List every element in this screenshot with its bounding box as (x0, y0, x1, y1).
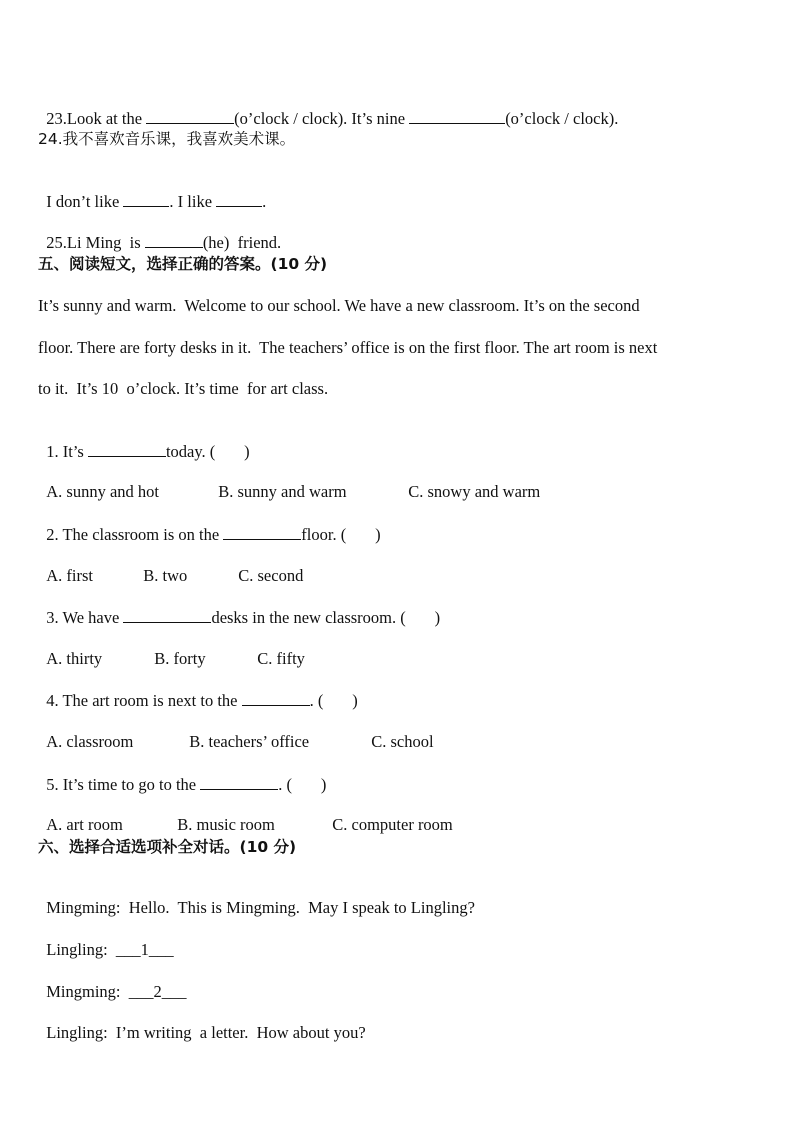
option-b[interactable]: B. teachers’ office (189, 732, 310, 751)
option-c[interactable]: C. fifty (257, 649, 305, 668)
reading-question-3 (38, 587, 440, 628)
dialog-text (108, 940, 116, 959)
option-a[interactable]: A. first (46, 566, 93, 585)
reading-options-1 (38, 462, 540, 502)
reading-options-2 (38, 546, 303, 586)
option-a[interactable]: A. sunny and hot (46, 482, 159, 501)
option-a[interactable]: A. art room (46, 815, 123, 834)
answer-blank[interactable] (200, 774, 278, 790)
answer-blank[interactable] (123, 607, 211, 623)
dialog-blank-1[interactable]: ___1___ (115, 940, 174, 959)
option-c[interactable]: C. second (238, 566, 304, 585)
answer-blank[interactable] (146, 108, 234, 124)
option-b[interactable]: B. sunny and warm (218, 482, 347, 501)
dialog-speaker: Mingming: (46, 898, 121, 917)
q23-text-a: Look at the (66, 109, 147, 128)
dialog-text (121, 982, 129, 1001)
section-6-heading: 六、选择合适选项补全对话。(10 分) (38, 838, 297, 856)
answer-blank[interactable] (88, 441, 166, 457)
dialog-line (38, 920, 174, 960)
option-a[interactable]: A. thirty (46, 649, 103, 668)
dialog-speaker: Mingming: (46, 982, 121, 1001)
answer-blank[interactable] (242, 690, 310, 706)
q24-text-a: I don’t like (46, 192, 124, 211)
q23-text-c: (o’clock / clock). (505, 109, 619, 128)
q24-text-c: . (262, 192, 267, 211)
option-c[interactable]: C. school (371, 732, 434, 751)
reading-options-3 (38, 629, 305, 669)
question-text: 5. It’s time to go to the (46, 775, 201, 794)
answer-blank[interactable] (123, 191, 169, 207)
answer-blank[interactable] (216, 191, 262, 207)
q25-num: 25. (46, 233, 67, 252)
q25-text-a: Li Ming is (66, 233, 145, 252)
reading-question-5 (38, 754, 326, 795)
answer-blank[interactable] (145, 232, 203, 248)
dialog-text: I’m writing a letter. How about you? (107, 1023, 366, 1042)
reading-options-5 (38, 795, 453, 835)
question-23 (38, 88, 618, 129)
question-text-end: . ( ) (278, 775, 327, 794)
option-b[interactable]: B. forty (154, 649, 206, 668)
question-text-end: floor. ( ) (301, 525, 381, 544)
q25-text-b: (he) friend. (202, 233, 282, 252)
question-text: 3. We have (46, 608, 124, 627)
reading-question-1 (38, 421, 250, 462)
question-text-end: desks in the new classroom. ( ) (211, 608, 441, 627)
dialog-speaker: Lingling: (46, 1023, 108, 1042)
option-c[interactable]: C. snowy and warm (408, 482, 541, 501)
option-b[interactable]: B. music room (177, 815, 275, 834)
reading-options-4 (38, 712, 434, 752)
dialog-blank-2[interactable]: ___2___ (128, 982, 187, 1001)
dialog-line (38, 878, 475, 918)
passage-line: floor. There are forty desks in it. The teachers’ office is on the first floor. The art room is next (38, 338, 658, 357)
answer-blank[interactable] (409, 108, 505, 124)
question-text: 2. The classroom is on the (46, 525, 224, 544)
option-c[interactable]: C. computer room (332, 815, 453, 834)
reading-question-2 (38, 504, 381, 545)
q23-text-b: (o’clock / clock). It’s nine (234, 109, 410, 128)
dialog-text: Hello. This is Mingming. May I speak to Lingling? (120, 898, 475, 917)
option-b[interactable]: B. two (143, 566, 188, 585)
question-text-end: . ( ) (309, 691, 358, 710)
passage-line: to it. It’s 10 o’clock. It’s time for art class. (38, 379, 329, 398)
reading-question-4 (38, 670, 358, 711)
q24-text-b: . I like (169, 192, 217, 211)
option-a[interactable]: A. classroom (46, 732, 134, 751)
passage-line: It’s sunny and warm. Welcome to our school. We have a new classroom. It’s on the second (38, 296, 640, 315)
dialog-line (38, 1003, 366, 1043)
question-text: 1. It’s (46, 442, 88, 461)
question-24-answer (38, 171, 266, 212)
question-text-end: today. ( ) (165, 442, 250, 461)
question-25 (38, 212, 281, 253)
q23-num: 23. (46, 109, 67, 128)
dialog-line (38, 962, 187, 1002)
section-5-heading: 五、阅读短文，选择正确的答案。(10 分) (38, 255, 328, 273)
dialog-speaker: Lingling: (46, 940, 108, 959)
answer-blank[interactable] (223, 524, 301, 540)
question-24-prompt: 24.我不喜欢音乐课，我喜欢美术课。 (38, 130, 296, 148)
question-text: 4. The art room is next to the (46, 691, 242, 710)
